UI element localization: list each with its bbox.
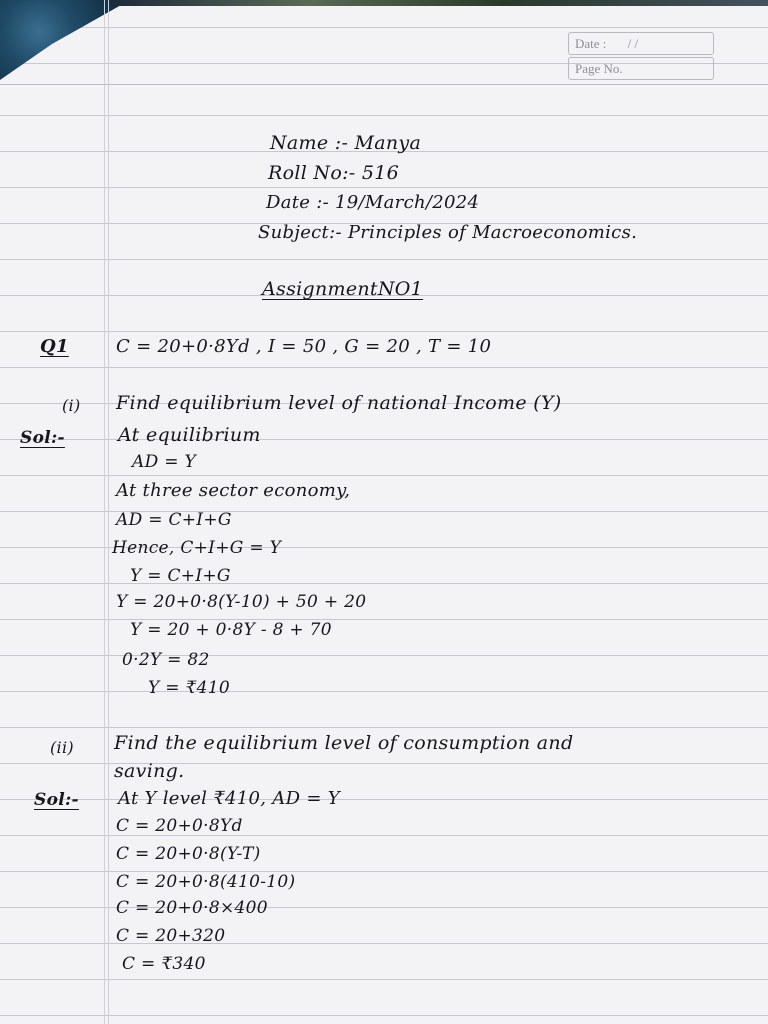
solution-step: Y = 20+0·8(Y-10) + 50 + 20 (116, 592, 367, 612)
submission-date: Date :- 19/March/2024 (266, 192, 480, 213)
solution-step: At three sector economy, (116, 480, 351, 501)
solution-step: At Y level ₹410, AD = Y (118, 788, 340, 809)
margin-line (104, 0, 105, 1024)
header-rule (0, 84, 768, 85)
part-i-question: Find equilibrium level of national Income (Y) (116, 392, 562, 414)
date-page-box (568, 32, 714, 78)
roll-number: Roll No:- 516 (268, 162, 400, 184)
solution-step: Hence, C+I+G = Y (112, 538, 282, 558)
background-fabric (0, 0, 130, 80)
solution-step: Y = 20 + 0·8Y - 8 + 70 (130, 620, 332, 640)
part-i-label: (i) (62, 396, 81, 415)
part-ii-label: (ii) (50, 738, 74, 757)
solution-step: 0·2Y = 82 (122, 650, 210, 670)
question-given: C = 20+0·8Yd , I = 50 , G = 20 , T = 10 (116, 336, 492, 357)
margin-line (108, 0, 109, 1024)
part-ii-question-cont: saving. (114, 760, 185, 782)
solution-step: At equilibrium (118, 424, 261, 446)
solution-step: Y = C+I+G (130, 566, 231, 586)
part-ii-solution-label: Sol:- (34, 790, 79, 810)
solution-step: C = 20+0·8×400 (116, 898, 268, 918)
date-value: / / (627, 36, 639, 51)
background-edge (110, 0, 768, 6)
solution-result: C = ₹340 (122, 954, 206, 974)
page-no-cell (568, 57, 714, 80)
solution-step: C = 20+0·8Yd (116, 816, 243, 836)
subject: Subject:- Principles of Macroeconomics. (258, 222, 638, 243)
date-label: Date : (575, 36, 607, 51)
student-name: Name :- Manya (270, 132, 422, 154)
date-cell (568, 32, 714, 55)
solution-step: AD = Y (132, 452, 196, 472)
part-ii-question: Find the equilibrium level of consumption and (114, 732, 574, 754)
question-label: Q1 (40, 336, 69, 357)
part-i-solution-label: Sol:- (20, 428, 65, 448)
solution-result: Y = ₹410 (148, 678, 230, 698)
solution-step: AD = C+I+G (116, 510, 232, 530)
page-no-label: Page No. (575, 61, 623, 76)
solution-step: C = 20+0·8(410-10) (116, 872, 296, 892)
solution-step: C = 20+0·8(Y-T) (116, 844, 261, 864)
solution-step: C = 20+320 (116, 926, 226, 946)
assignment-title: AssignmentNO1 (262, 278, 424, 300)
